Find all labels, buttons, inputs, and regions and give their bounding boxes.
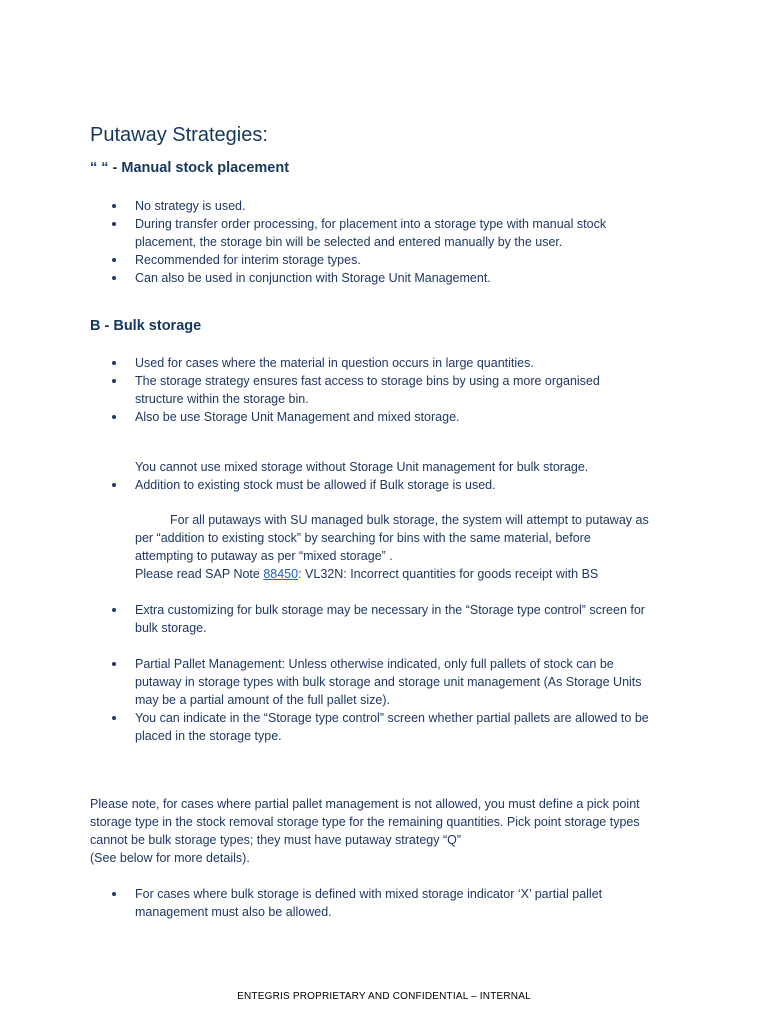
list-item: Extra customizing for bulk storage may be necessary in the “Storage type control” screen for bulk storage. [90, 601, 650, 637]
list-item: The storage strategy ensures fast access to storage bins by using a more organised structure within the storage bin. [90, 372, 650, 408]
page-title: Putaway Strategies: [90, 124, 268, 146]
mixed-storage-note: You cannot use mixed storage without Storage Unit management for bulk storage. [135, 460, 589, 474]
list-item: Recommended for interim storage types. [90, 251, 650, 269]
su-paragraph-line1: For all putaways with SU managed bulk storage, the system will attempt to putaway as [170, 513, 649, 527]
page-footer: ENTEGRIS PROPRIETARY AND CONFIDENTIAL – INTERNAL [237, 991, 531, 1002]
list-item: Partial Pallet Management: Unless otherwise indicated, only full pallets of stock can be putaway in storage types with bulk storage and storage unit management (As Storage Units may be a partial amount of the full pallet size). [90, 655, 650, 709]
list-item: You can indicate in the “Storage type control” screen whether partial pallets are allowed to be placed in the storage type. [90, 709, 650, 745]
list-item: For cases where bulk storage is defined with mixed storage indicator ‘X’ partial pallet management must also be allowed. [90, 885, 650, 921]
bulk-bullet-list-b [90, 655, 650, 745]
list-item: Used for cases where the material in question occurs in large quantities. [90, 354, 650, 372]
su-paragraph-line2: per “addition to existing stock” by searching for bins with the same material, before [135, 531, 591, 545]
manual-bullet-list [90, 197, 650, 287]
sap-note-link[interactable]: 88450 [263, 567, 299, 581]
bulk-bullet-addition [90, 476, 650, 494]
please-note-paragraph: Please note, for cases where partial pallet management is not allowed, you must define a pick point storage type in the stock removal storage type for the remaining quantities. Pick point storage types cannot be bulk storage types; they must have putaway strategy “Q” [90, 797, 640, 847]
list-item: Addition to existing stock must be allowed if Bulk storage is used. [90, 476, 650, 494]
su-paragraph-line3: attempting to putaway as per “mixed storage” . [135, 549, 393, 563]
bulk-bullet-mixed-x [90, 885, 650, 921]
see-below-line: (See below for more details). [90, 851, 250, 865]
section-heading-manual: “ “ - Manual stock placement [90, 160, 290, 176]
list-item: Can also be used in conjunction with Storage Unit Management. [90, 269, 650, 287]
list-item: No strategy is used. [90, 197, 650, 215]
sap-note-line [135, 565, 598, 583]
section-heading-bulk: B - Bulk storage [90, 318, 202, 334]
list-item: Also be use Storage Unit Management and mixed storage. [90, 408, 650, 426]
sap-note-prefix: Please read SAP Note [135, 567, 264, 581]
bulk-bullet-list-a [90, 354, 650, 426]
sap-note-suffix: : VL32N: Incorrect quantities for goods receipt with BS [298, 567, 599, 581]
bulk-bullet-customizing [90, 601, 650, 637]
list-item: During transfer order processing, for placement into a storage type with manual stock placement, the storage bin will be selected and entered manually by the user. [90, 215, 650, 251]
